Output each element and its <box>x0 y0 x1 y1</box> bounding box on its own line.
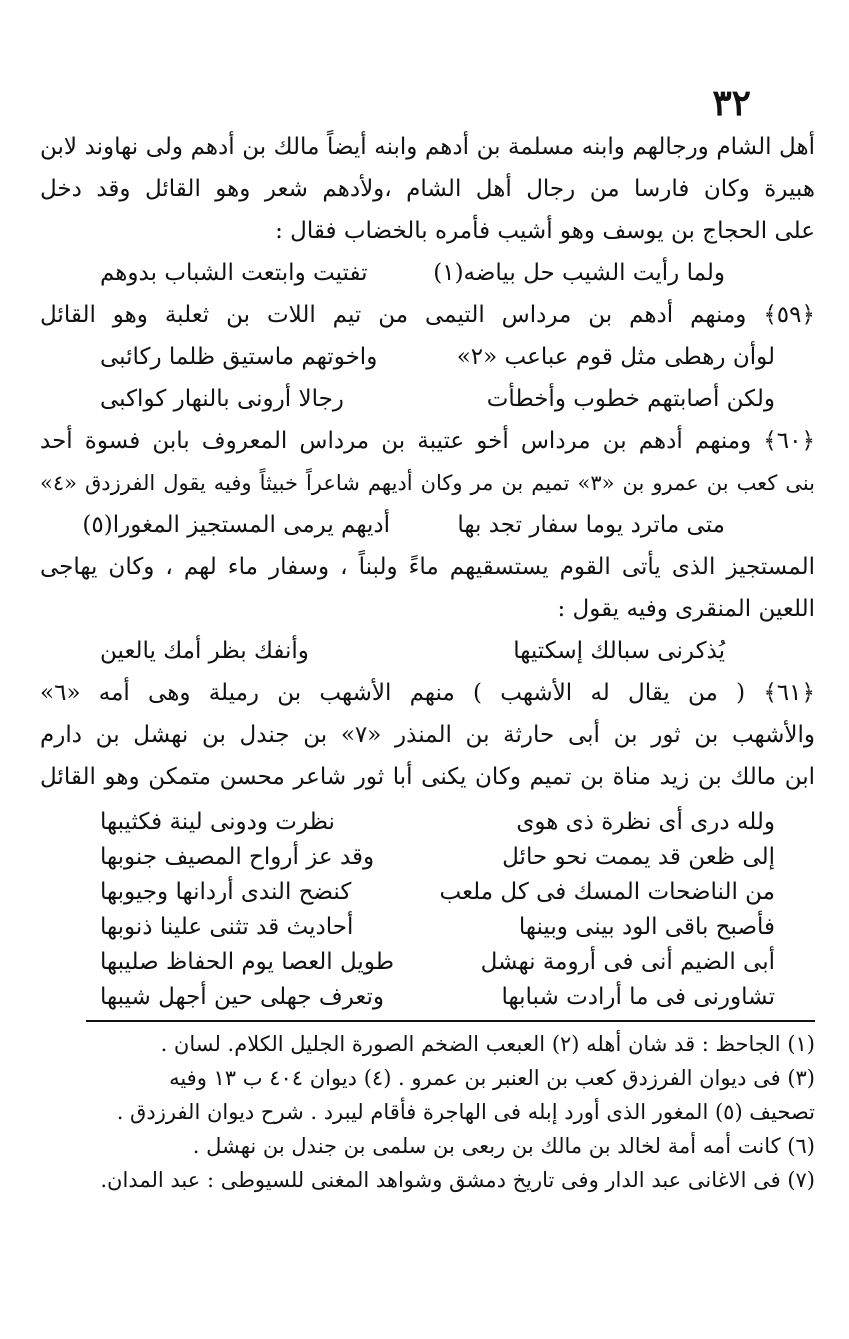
poem-verse-5-first-hemistich: أبى الضيم أنى فى أرومة نهشل <box>480 949 775 975</box>
page-number: ٣٢ <box>712 82 751 124</box>
verse-1-first-hemistich: ولما رأيت الشيب حل بياضه(١) <box>433 260 725 286</box>
poem-verse-6-second-hemistich: وتعرف جهلى حين أجهل شيبها <box>100 984 385 1010</box>
poem-verse-3 <box>40 875 815 909</box>
poem-verse-3-first-hemistich: من الناضحات المسك فى كل ملعب <box>439 879 775 905</box>
verse-3-second-hemistich: رجالا أرونى بالنهار كواكبى <box>100 386 344 412</box>
verse-5-second-hemistich: وأنفك بظر أمك يالعين <box>100 638 309 664</box>
verse-2-first-hemistich: لوأن رهطى مثل قوم عباعب «٢» <box>456 344 775 370</box>
verse-3-first-hemistich: ولكن أصابتهم خطوب وأخطأت <box>486 386 775 412</box>
footnote-4: (٦) كانت أمه أمة لخالد بن مالك بن ربعى بن سلمى بن جندل بن نهشل . <box>192 1134 815 1158</box>
entry-60-line-1: ﴿٦٠﴾ ومنهم أدهم بن مرداس أخو عتيبة بن مرداس المعروف بابن فسوة أحد <box>40 428 815 454</box>
entry-61-line-1: ﴿٦١﴾ ( من يقال له الأشهب ) منهم الأشهب بن رميلة وهى أمه «٦» <box>40 680 815 706</box>
entry-60-line-2: بنى كعب بن عمرو بن «٣» تميم بن مر وكان أديهم شاعراً خبيثاً وفيه يقول الفرزدق «٤» <box>40 471 816 495</box>
body-line-2: هبيرة وكان فارسا من رجال أهل الشام ،ولأدهم شعر وهو القائل وقد دخل <box>40 176 815 202</box>
footnote-1: (١) الجاحظ : قد شان أهله (٢) العبعب الضخم الصورة الجليل الكلام. لسان . <box>160 1032 815 1056</box>
verse-4 <box>40 508 815 542</box>
poem-verse-6-first-hemistich: تشاورنى فى ما أرادت شبابها <box>501 984 775 1010</box>
poem-verse-2 <box>40 840 815 874</box>
verse-4-second-hemistich: أديهم يرمى المستجيز المغورا(٥) <box>82 512 390 538</box>
poem-verse-5 <box>40 945 815 979</box>
body-line-1: أهل الشام ورجالهم وابنه مسلمة بن أدهم وابنه أيضاً مالك بن أدهم ولى نهاوند لابن <box>40 134 815 160</box>
verse-4-first-hemistich: متى ماترد يوما سفار تجد بها <box>457 512 725 538</box>
poem-verse-6 <box>40 980 815 1014</box>
poem-verse-4 <box>40 910 815 944</box>
verse-2-second-hemistich: واخوتهم ماستيق ظلما ركائبى <box>100 344 378 370</box>
entry-59: ﴿٥٩﴾ ومنهم أدهم بن مرداس التيمى من تيم اللات بن ثعلبة وهو القائل <box>40 302 815 328</box>
verse-1 <box>40 256 815 290</box>
footnote-2: (٣) فى ديوان الفرزدق كعب بن العنبر بن عمرو . (٤) ديوان ٤٠٤ ب ١٣ وفيه <box>169 1066 815 1090</box>
book-page <box>40 0 815 1339</box>
poem-verse-1-first-hemistich: ولله درى أى نظرة ذى هوى <box>516 809 775 835</box>
footnote-3: تصحيف (٥) المغور الذى أورد إبله فى الهاجرة فأقام ليبرد . شرح ديوان الفرزدق . <box>116 1100 815 1124</box>
body-line-3: على الحجاج بن يوسف وهو أشيب فأمره بالخضاب فقال : <box>275 218 815 244</box>
footnote-divider <box>86 1020 815 1022</box>
entry-61-line-3: ابن مالك بن زيد مناة بن تميم وكان يكنى أبا ثور شاعر محسن متمكن وهو القائل <box>40 764 815 790</box>
poem-verse-4-first-hemistich: فأصبح باقى الود بينى وبينها <box>518 914 775 940</box>
entry-61-line-2: والأشهب بن ثور بن أبى حارثة بن المنذر «٧» بن جندل بن نهشل بن دارم <box>40 722 816 748</box>
verse-1-second-hemistich: تفتيت وابتعت الشباب بدوهم <box>100 260 368 286</box>
verse-2 <box>40 340 815 374</box>
poem-verse-2-second-hemistich: وقد عز أرواح المصيف جنوبها <box>100 844 375 870</box>
body2-line-1: المستجيز الذى يأتى القوم يستسقيهم ماءً ولبناً ، وسفار ماء لهم ، وكان يهاجى <box>40 554 815 580</box>
poem-verse-2-first-hemistich: إلى ظعن قد يممت نحو حائل <box>502 844 775 870</box>
poem-verse-4-second-hemistich: أحاديث قد تثنى علينا ذنوبها <box>100 914 354 940</box>
verse-5 <box>40 634 815 668</box>
poem-verse-3-second-hemistich: كنضح الندى أردانها وجيوبها <box>100 879 352 905</box>
poem-verse-5-second-hemistich: طويل العصا يوم الحفاظ صليبها <box>100 949 395 975</box>
poem-verse-1-second-hemistich: نظرت ودونى لينة فكثيبها <box>100 809 335 835</box>
footnote-5: (٧) فى الاغانى عبد الدار وفى تاريخ دمشق وشواهد المغنى للسيوطى : عبد المدان. <box>100 1168 815 1192</box>
verse-5-first-hemistich: يُذكرنى سبالك إسكتيها <box>513 638 725 664</box>
verse-3 <box>40 382 815 416</box>
poem-verse-1 <box>40 805 815 839</box>
body2-line-2: اللعين المنقرى وفيه يقول : <box>557 596 815 622</box>
